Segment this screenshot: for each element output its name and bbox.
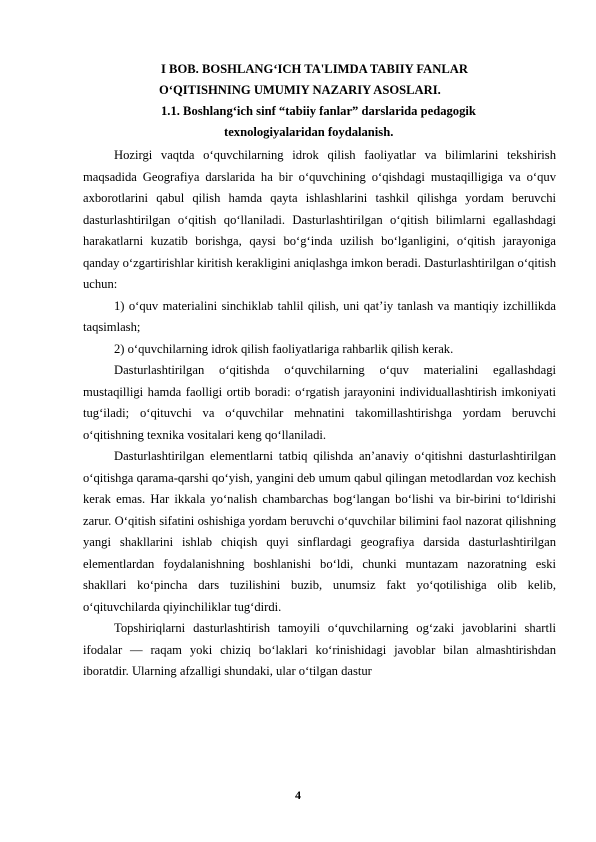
paragraph-1: Hozirgi vaqtda o‘quvchilarning idrok qilish faoliyatlar va bilimlarini tekshirish maqsadida Geografiya darslarida ha bir o‘quvchining o‘qishdagi mustaqilligiga va o‘quv axborotlarini qabul qilish hamda qayta ishlashlarini tashkil qilishga yordam beruvchi dasturlashtirilgan o‘qitish qo‘llaniladi. Dasturlashtirilgan o‘qitish bilimlarni egallashdagi harakatlarni kuzatib borishga, qaysi bo‘g‘inda uzilish bo‘lganligini, o‘qitish jarayoniga qanday o‘zgartirishlar kiritish kerakligini aniqlashga imkon beradi. Dasturlashtirilgan o‘qitish uchun: [83,148,556,291]
paragraph-4: Dasturlashtirilgan o‘qitishda o‘quvchilarning o‘quv materialini egallashdagi mustaqilligi hamda faolligi ortib boradi: o‘rgatish jarayonini individuallashtirish imkoniyati tug‘iladi; o‘qituvchi va o‘quvchilar mehnatini takomillashtirishga yordam beruvchi o‘qitishning texnika vositalari keng qo‘llaniladi. [83,363,556,442]
chapter-title-line-2: O‘QITISHNING UMUMIY NAZARIY ASOSLARI. [159,83,441,97]
paragraph-6: Topshiriqlarni dasturlashtirish tamoyili o‘quvchilarning og‘zaki javoblarini shartli ifodalar — raqam yoki chiziq bo‘laklari ko‘rinishidagi javoblar bilan almashtirishdan iboratdir. Ularning afzalligi shundaki, ular o‘tilgan dastur [83,621,556,678]
page-number: 4 [295,788,301,802]
body-text [83,145,556,683]
paragraph-2: 1) o‘quv materialini sinchiklab tahlil qilish, uni qat’iy tanlash va mantiqiy izchillikda taqsimlash; [83,298,556,334]
section-title-line-1: 1.1. Boshlang‘ich sinf “tabiiy fanlar” darslarida pedagogik [161,104,476,118]
chapter-title-line-1: I BOB. BOSHLANG‘ICH TA'LIMDA TABIIY FANLAR [161,62,468,76]
paragraph-3: 2) o‘quvchilarning idrok qilish faoliyatlariga rahbarlik qilish kerak. [114,341,454,356]
paragraph-5: Dasturlashtirilgan elementlarni tatbiq qilishda an’anaviy o‘qitishni dasturlashtirilgan o‘qitishga qarama-qarshi qo‘yish, yangini deb umum qabul qilingan metodlardan voz kechish kerak emas. Har ikkala yo‘nalish chambarchas bog‘langan bo‘lishi va bir-birini to‘ldirishi zarur. O‘qitish sifatini oshishiga yordam beruvchi o‘quvchilar bilimini faol nazorat qilishning yangi shakllarini ishlab chiqish quyi sinflardagi geografiya darsida dasturlashtirilgan elementlardan foydalanishning boshlanishi bo‘ldi, chunki muntazam nazoratning eski shakllari ko‘pincha dars tuzilishini buzib, unumsiz fakt yo‘qotilishiga olib kelib, o‘qituvchilarda qiyinchiliklar tug‘dirdi. [83,449,556,614]
section-title-line-2: texnologiyalaridan foydalanish. [224,125,394,139]
